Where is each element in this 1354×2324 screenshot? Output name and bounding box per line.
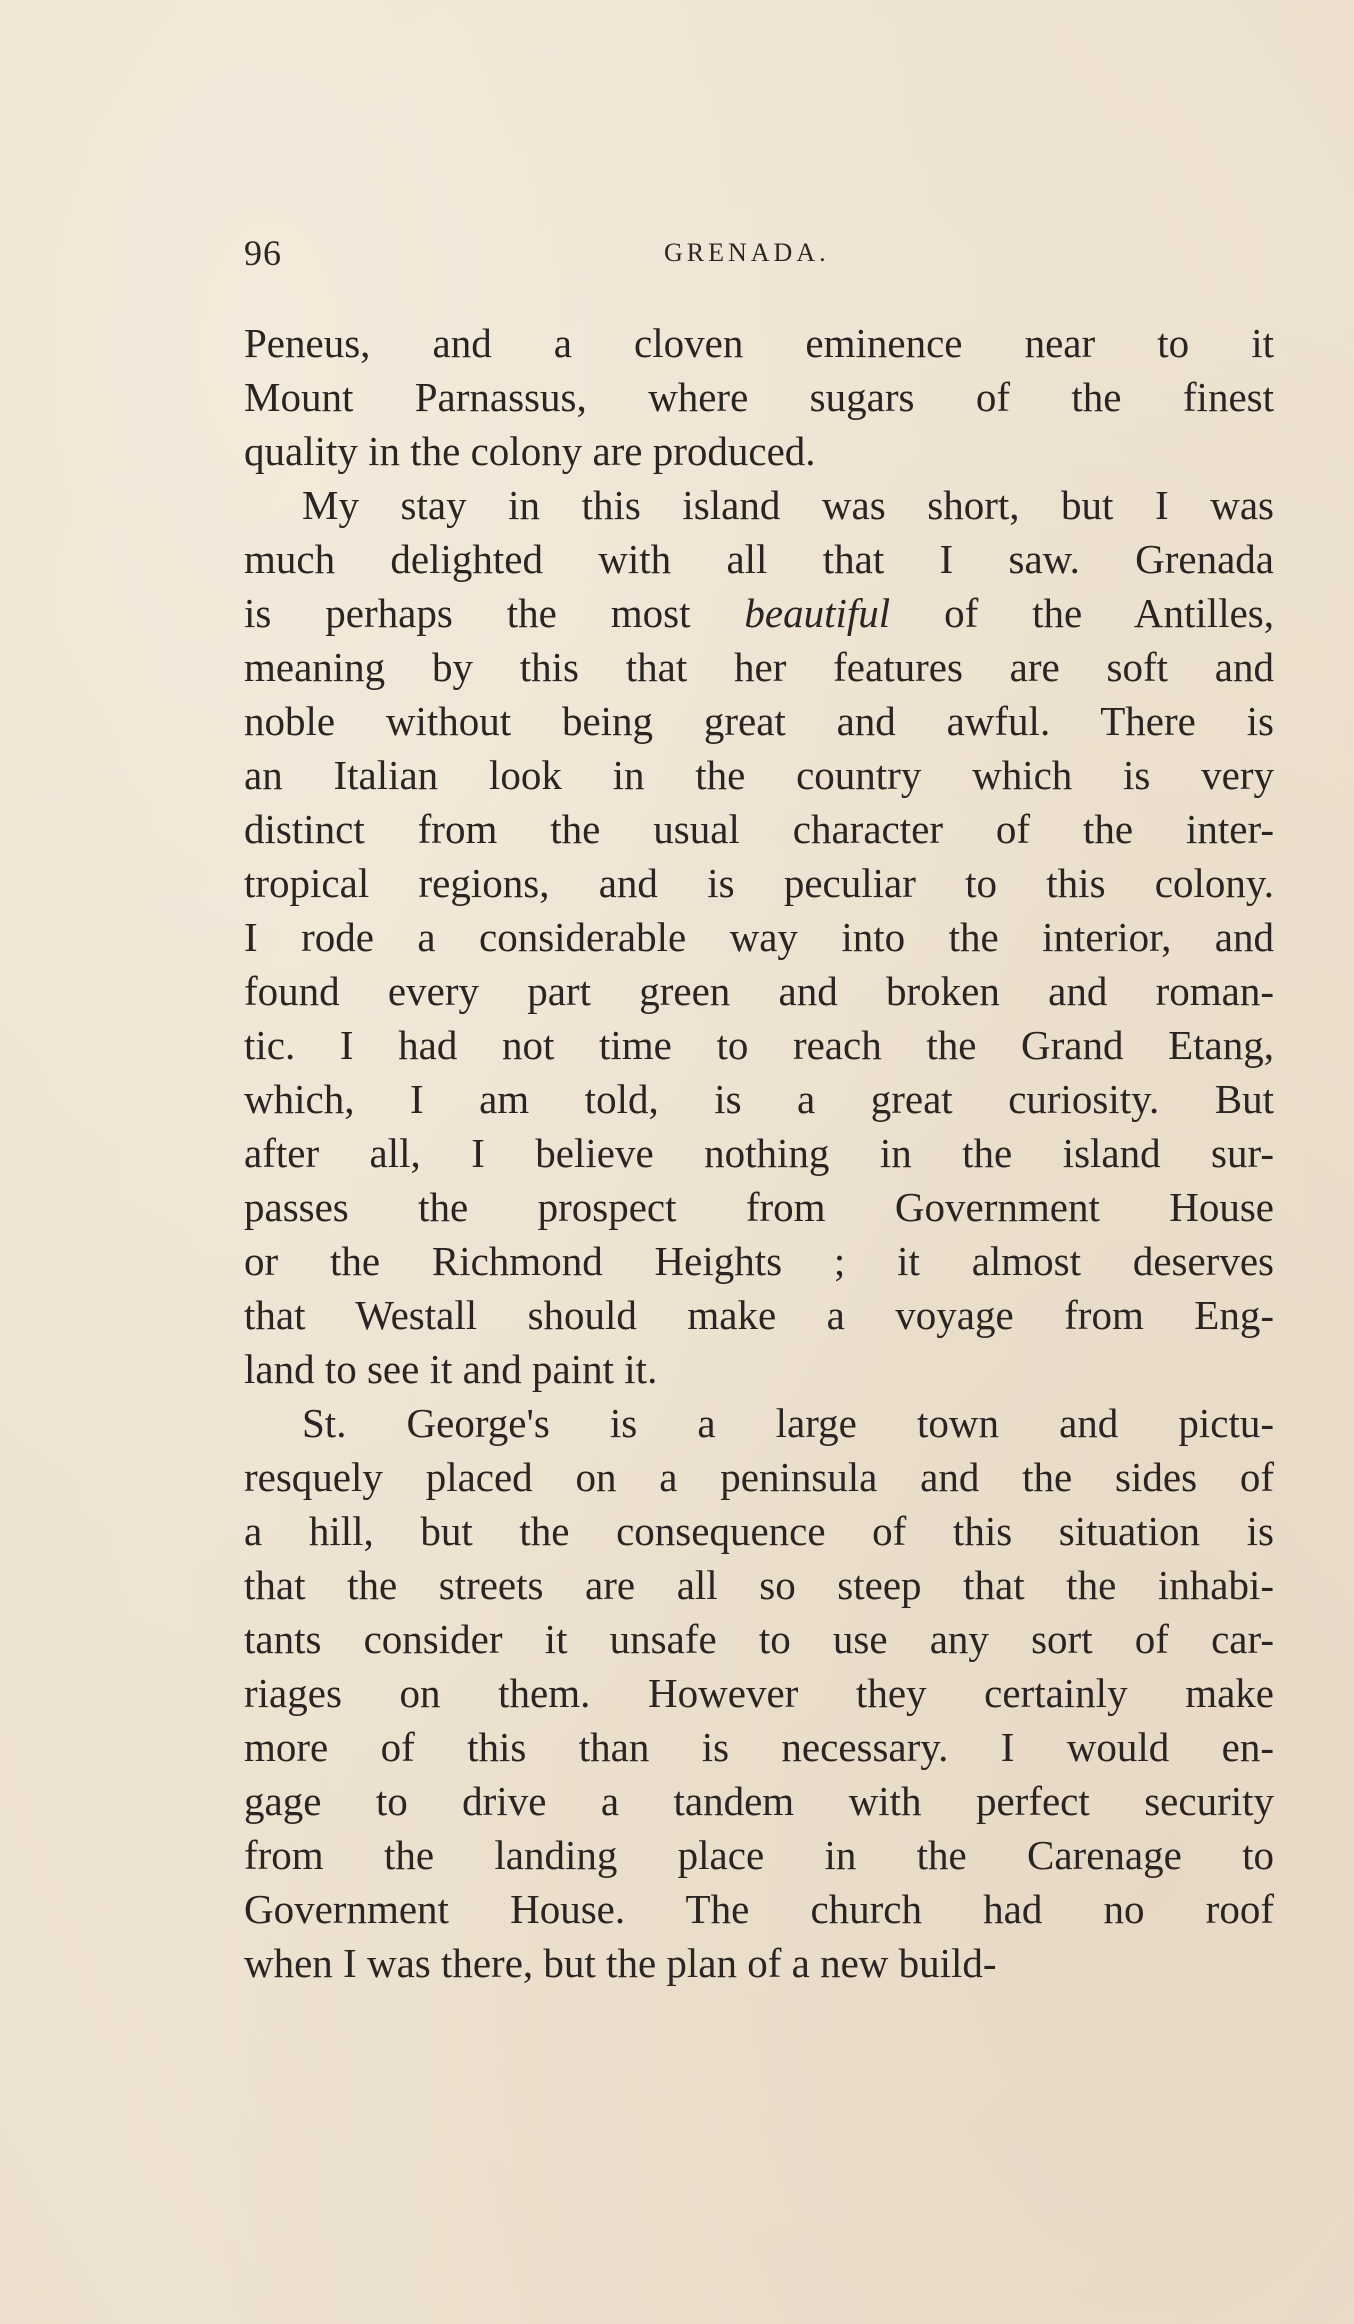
text-line: which, I am told, is a great curiosity. But [244, 1076, 1274, 1122]
text-line: from the landing place in the Carenage to [244, 1832, 1274, 1878]
paragraph [244, 1396, 1274, 1990]
italic-emphasis: beautiful [744, 590, 891, 636]
text-line: a hill, but the consequence of this situation is [244, 1508, 1274, 1554]
text-line: My stay in this island was short, but I was [302, 482, 1274, 528]
text-line: found every part green and broken and roman- [244, 968, 1274, 1014]
page-header [244, 232, 1274, 292]
text-line: an Italian look in the country which is very [244, 752, 1274, 798]
text-line: tants consider it unsafe to use any sort of car- [244, 1616, 1274, 1662]
text-line: passes the prospect from Government House [244, 1184, 1274, 1230]
text-line: is perhaps the most beautiful of the Antilles, [244, 590, 1274, 636]
text-line: tic. I had not time to reach the Grand Etang, [244, 1022, 1274, 1068]
text-line: riages on them. However they certainly make [244, 1670, 1274, 1716]
body-text [244, 316, 1274, 1990]
paragraph [244, 316, 1274, 478]
text-line: quality in the colony are produced. [244, 428, 816, 474]
text-line: resquely placed on a peninsula and the sides of [244, 1454, 1274, 1500]
text-line: that the streets are all so steep that the inhabi- [244, 1562, 1274, 1608]
text-line: or the Richmond Heights ; it almost deserves [244, 1238, 1274, 1284]
running-head: GRENADA. [664, 238, 830, 267]
text-line: distinct from the usual character of the inter- [244, 806, 1274, 852]
text-line: meaning by this that her features are soft and [244, 644, 1274, 690]
text-line: Mount Parnassus, where sugars of the finest [244, 374, 1274, 420]
paragraph [244, 478, 1274, 1396]
text-line: Peneus, and a cloven eminence near to it [244, 320, 1274, 366]
text-line: when I was there, but the plan of a new build- [244, 1940, 997, 1986]
text-line: gage to drive a tandem with perfect security [244, 1778, 1274, 1824]
text-line: that Westall should make a voyage from Eng- [244, 1292, 1274, 1338]
text-line: tropical regions, and is peculiar to this colony. [244, 860, 1274, 906]
text-line: I rode a considerable way into the interior, and [244, 914, 1274, 960]
text-line: more of this than is necessary. I would en- [244, 1724, 1274, 1770]
page-number: 96 [244, 233, 282, 273]
text-line: land to see it and paint it. [244, 1346, 658, 1392]
text-line: noble without being great and awful. There is [244, 698, 1274, 744]
text-line: after all, I believe nothing in the island sur- [244, 1130, 1274, 1176]
text-line: St. George's is a large town and pictu- [302, 1400, 1274, 1446]
text-line: much delighted with all that I saw. Grenada [244, 536, 1274, 582]
text-line: Government House. The church had no roof [244, 1886, 1274, 1932]
